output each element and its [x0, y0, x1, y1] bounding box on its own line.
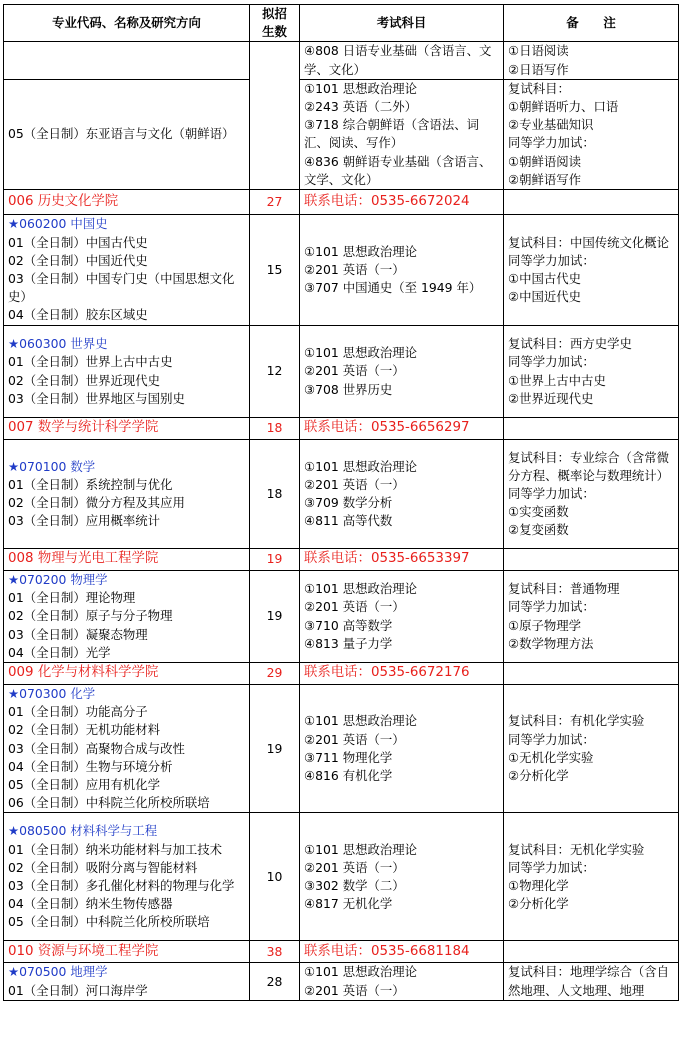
major-cell — [4, 326, 250, 418]
count-cell: 12 — [250, 326, 300, 418]
exam-line: ④817 无机化学 — [304, 896, 393, 912]
exam-line: ①101 思想政治理论 — [304, 345, 418, 361]
count-cell — [250, 42, 300, 190]
college-count: 38 — [250, 941, 300, 963]
count-cell: 28 — [250, 963, 300, 1000]
exam-cell — [300, 571, 504, 663]
direction-line: 02（全日制）原子与分子物理 — [8, 608, 173, 624]
direction-line: 01（全日制）中国古代史 — [8, 234, 148, 250]
major-cell — [4, 963, 250, 1000]
table-row — [4, 963, 679, 1000]
exam-cell — [300, 813, 504, 941]
note-line: ①中国古代史 — [508, 271, 582, 287]
direction-line: 06（全日制）中科院兰化所校所联培 — [8, 795, 210, 811]
major-code: ★060300 世界史 — [8, 336, 108, 352]
note-line: ②专业基础知识 — [508, 117, 594, 133]
direction-line: 03（全日制）高聚物合成与改性 — [8, 740, 185, 756]
college-row — [4, 663, 679, 685]
exam-line: ①101 思想政治理论 — [304, 581, 418, 597]
note-line: 复试科目：中国传统文化概论 — [508, 234, 670, 250]
exam-line: ③708 世界历史 — [304, 381, 393, 397]
direction-line: 01（全日制）功能高分子 — [8, 704, 148, 720]
note-line: ②世界近现代史 — [508, 390, 594, 406]
direction-line: 02（全日制）无机功能材料 — [8, 722, 161, 738]
exam-line: ①101 思想政治理论 — [304, 80, 418, 96]
major-cell — [4, 42, 250, 79]
note-line: 复试科目：有机化学实验 — [508, 713, 645, 729]
college-row — [4, 418, 679, 440]
exam-line: ②201 英语（一） — [304, 476, 405, 492]
direction-line: 02（全日制）微分方程及其应用 — [8, 495, 185, 511]
exam-cell — [300, 685, 504, 813]
major-code: ★070200 物理学 — [8, 572, 108, 588]
exam-line: ①101 思想政治理论 — [304, 964, 418, 980]
table-row — [4, 215, 679, 326]
direction-line: 04（全日制）光学 — [8, 644, 111, 660]
note-cell — [504, 79, 679, 189]
note-line: 同等学力加试： — [508, 599, 595, 615]
exam-line: ③302 数学（二） — [304, 877, 405, 893]
college-count: 18 — [250, 418, 300, 440]
count-cell: 10 — [250, 813, 300, 941]
note-cell — [504, 963, 679, 1000]
exam-cell — [300, 215, 504, 326]
exam-line: ②201 英语（一） — [304, 982, 405, 998]
exam-line: ③711 物理化学 — [304, 749, 393, 765]
exam-line: ③710 高等数学 — [304, 617, 393, 633]
note-cell — [504, 42, 679, 79]
exam-line: ④811 高等代数 — [304, 513, 393, 529]
header-major: 专业代码、名称及研究方向 — [4, 5, 250, 42]
direction-line: 01（全日制）理论物理 — [8, 590, 136, 606]
note-line: ①实变函数 — [508, 504, 569, 520]
major-code: ★070500 地理学 — [8, 964, 108, 980]
exam-line: ②201 英语（一） — [304, 363, 405, 379]
exam-line: ④813 量子力学 — [304, 635, 393, 651]
direction-line: 04（全日制）纳米生物传感器 — [8, 896, 173, 912]
note-line: 同等学力加试： — [508, 354, 595, 370]
note-cell — [504, 663, 679, 685]
direction-line: 05（全日制）中科院兰化所校所联培 — [8, 914, 210, 930]
note-line: ①世界上古中古史 — [508, 372, 606, 388]
note-cell — [504, 418, 679, 440]
college-name: 008 物理与光电工程学院 — [4, 549, 250, 571]
college-name: 010 资源与环境工程学院 — [4, 941, 250, 963]
exam-line: ③707 中国通史（至 1949 年） — [304, 280, 482, 296]
exam-line: ①101 思想政治理论 — [304, 841, 418, 857]
note-line: ②日语写作 — [508, 61, 569, 77]
exam-line: ②201 英语（一） — [304, 731, 405, 747]
major-code: ★070100 数学 — [8, 458, 96, 474]
major-code: ★070300 化学 — [8, 686, 96, 702]
count-cell: 19 — [250, 685, 300, 813]
exam-line: ④816 有机化学 — [304, 767, 393, 783]
note-line: 复试科目：西方史学史 — [508, 336, 632, 352]
exam-cell — [300, 79, 504, 189]
header-notes: 备 注 — [504, 5, 679, 42]
note-line: 同等学力加试： — [508, 731, 595, 747]
college-phone: 联系电话：0535-6656297 — [300, 418, 504, 440]
note-cell — [504, 941, 679, 963]
exam-line: ③709 数学分析 — [304, 495, 393, 511]
count-cell: 15 — [250, 215, 300, 326]
note-line: 复试科目：无机化学实验 — [508, 841, 645, 857]
college-count: 27 — [250, 190, 300, 215]
note-line: ①朝鲜语听力、口语 — [508, 99, 619, 115]
note-cell — [504, 685, 679, 813]
note-line: ①物理化学 — [508, 877, 569, 893]
direction-line: 02（全日制）世界近现代史 — [8, 372, 161, 388]
direction-line: 04（全日制）胶东区域史 — [8, 307, 148, 323]
note-cell — [504, 549, 679, 571]
table-row — [4, 440, 679, 549]
note-line: ②朝鲜语写作 — [508, 171, 582, 187]
admissions-table — [3, 4, 679, 1001]
direction-line: 03（全日制）应用概率统计 — [8, 513, 161, 529]
exam-line: ②201 英语（一） — [304, 599, 405, 615]
exam-line: ①101 思想政治理论 — [304, 458, 418, 474]
direction-line: 02（全日制）吸附分离与智能材料 — [8, 859, 198, 875]
note-line: 同等学力加试： — [508, 859, 595, 875]
note-line: 同等学力加试： — [508, 135, 595, 151]
college-row — [4, 941, 679, 963]
major-cell — [4, 685, 250, 813]
note-line: 复试科目：地理学综合（含自然地理、人文地理、地理 — [508, 964, 670, 998]
exam-line: ④808 日语专业基础（含语言、文学、文化） — [304, 43, 492, 77]
college-name: 007 数学与统计科学学院 — [4, 418, 250, 440]
direction-line: 05（全日制）东亚语言与文化（朝鲜语） — [8, 126, 235, 142]
note-line: ①原子物理学 — [508, 617, 582, 633]
table-row — [4, 326, 679, 418]
direction-line: 04（全日制）生物与环境分析 — [8, 758, 173, 774]
college-row — [4, 549, 679, 571]
major-cell — [4, 215, 250, 326]
exam-cell — [300, 440, 504, 549]
direction-line: 02（全日制）中国近代史 — [8, 252, 148, 268]
note-line: ①无机化学实验 — [508, 749, 594, 765]
college-row — [4, 190, 679, 215]
exam-line: ③718 综合朝鲜语（含语法、词汇、阅读、写作） — [304, 117, 479, 151]
exam-cell — [300, 42, 504, 79]
table-row — [4, 79, 679, 189]
direction-line: 01（全日制）河口海岸学 — [8, 982, 148, 998]
college-phone: 联系电话：0535-6681184 — [300, 941, 504, 963]
exam-cell — [300, 963, 504, 1000]
exam-line: ①101 思想政治理论 — [304, 713, 418, 729]
table-row — [4, 813, 679, 941]
major-cell — [4, 440, 250, 549]
major-cell — [4, 571, 250, 663]
note-cell — [504, 571, 679, 663]
exam-line: ②201 英语（一） — [304, 859, 405, 875]
direction-line: 05（全日制）应用有机化学 — [8, 777, 161, 793]
note-cell — [504, 813, 679, 941]
table-row — [4, 571, 679, 663]
college-count: 29 — [250, 663, 300, 685]
major-cell — [4, 79, 250, 189]
note-line: 复试科目：普通物理 — [508, 581, 620, 597]
count-cell: 19 — [250, 571, 300, 663]
college-phone: 联系电话：0535-6672176 — [300, 663, 504, 685]
note-line: ①朝鲜语阅读 — [508, 153, 582, 169]
table-row — [4, 685, 679, 813]
note-line: ②分析化学 — [508, 767, 569, 783]
note-line: ②数学物理方法 — [508, 635, 594, 651]
college-phone: 联系电话：0535-6672024 — [300, 190, 504, 215]
college-phone: 联系电话：0535-6653397 — [300, 549, 504, 571]
college-count: 19 — [250, 549, 300, 571]
exam-line: ②201 英语（一） — [304, 261, 405, 277]
note-line: ①日语阅读 — [508, 43, 569, 59]
direction-line: 03（全日制）多孔催化材料的物理与化学 — [8, 877, 235, 893]
note-cell — [504, 190, 679, 215]
note-line: 复试科目： — [508, 80, 570, 96]
note-cell — [504, 215, 679, 326]
note-line: ②分析化学 — [508, 896, 569, 912]
major-cell — [4, 813, 250, 941]
major-code: ★060200 中国史 — [8, 216, 108, 232]
note-line: 复试科目：专业综合（含常微分方程、概率论与数理统计） — [508, 449, 670, 483]
exam-line: ④836 朝鲜语专业基础（含语言、文学、文化） — [304, 153, 492, 187]
direction-line: 01（全日制）系统控制与优化 — [8, 476, 173, 492]
college-name: 006 历史文化学院 — [4, 190, 250, 215]
direction-line: 01（全日制）世界上古中古史 — [8, 354, 173, 370]
exam-line: ②243 英语（二外） — [304, 99, 418, 115]
college-name: 009 化学与材料科学学院 — [4, 663, 250, 685]
note-line: ②中国近代史 — [508, 289, 582, 305]
note-cell — [504, 326, 679, 418]
note-cell — [504, 440, 679, 549]
exam-line: ①101 思想政治理论 — [304, 243, 418, 259]
exam-cell — [300, 326, 504, 418]
note-line: 同等学力加试： — [508, 485, 595, 501]
direction-line: 03（全日制）世界地区与国别史 — [8, 390, 185, 406]
direction-line: 03（全日制）中国专门史（中国思想文化史） — [8, 271, 235, 305]
direction-line: 03（全日制）凝聚态物理 — [8, 626, 148, 642]
note-line: ②复变函数 — [508, 522, 569, 538]
count-cell: 18 — [250, 440, 300, 549]
major-code: ★080500 材料科学与工程 — [8, 823, 158, 839]
header-exams: 考试科目 — [300, 5, 504, 42]
direction-line: 01（全日制）纳米功能材料与加工技术 — [8, 841, 223, 857]
table-row — [4, 42, 679, 79]
header-count: 拟招生数 — [250, 5, 300, 42]
note-line: 同等学力加试： — [508, 252, 595, 268]
